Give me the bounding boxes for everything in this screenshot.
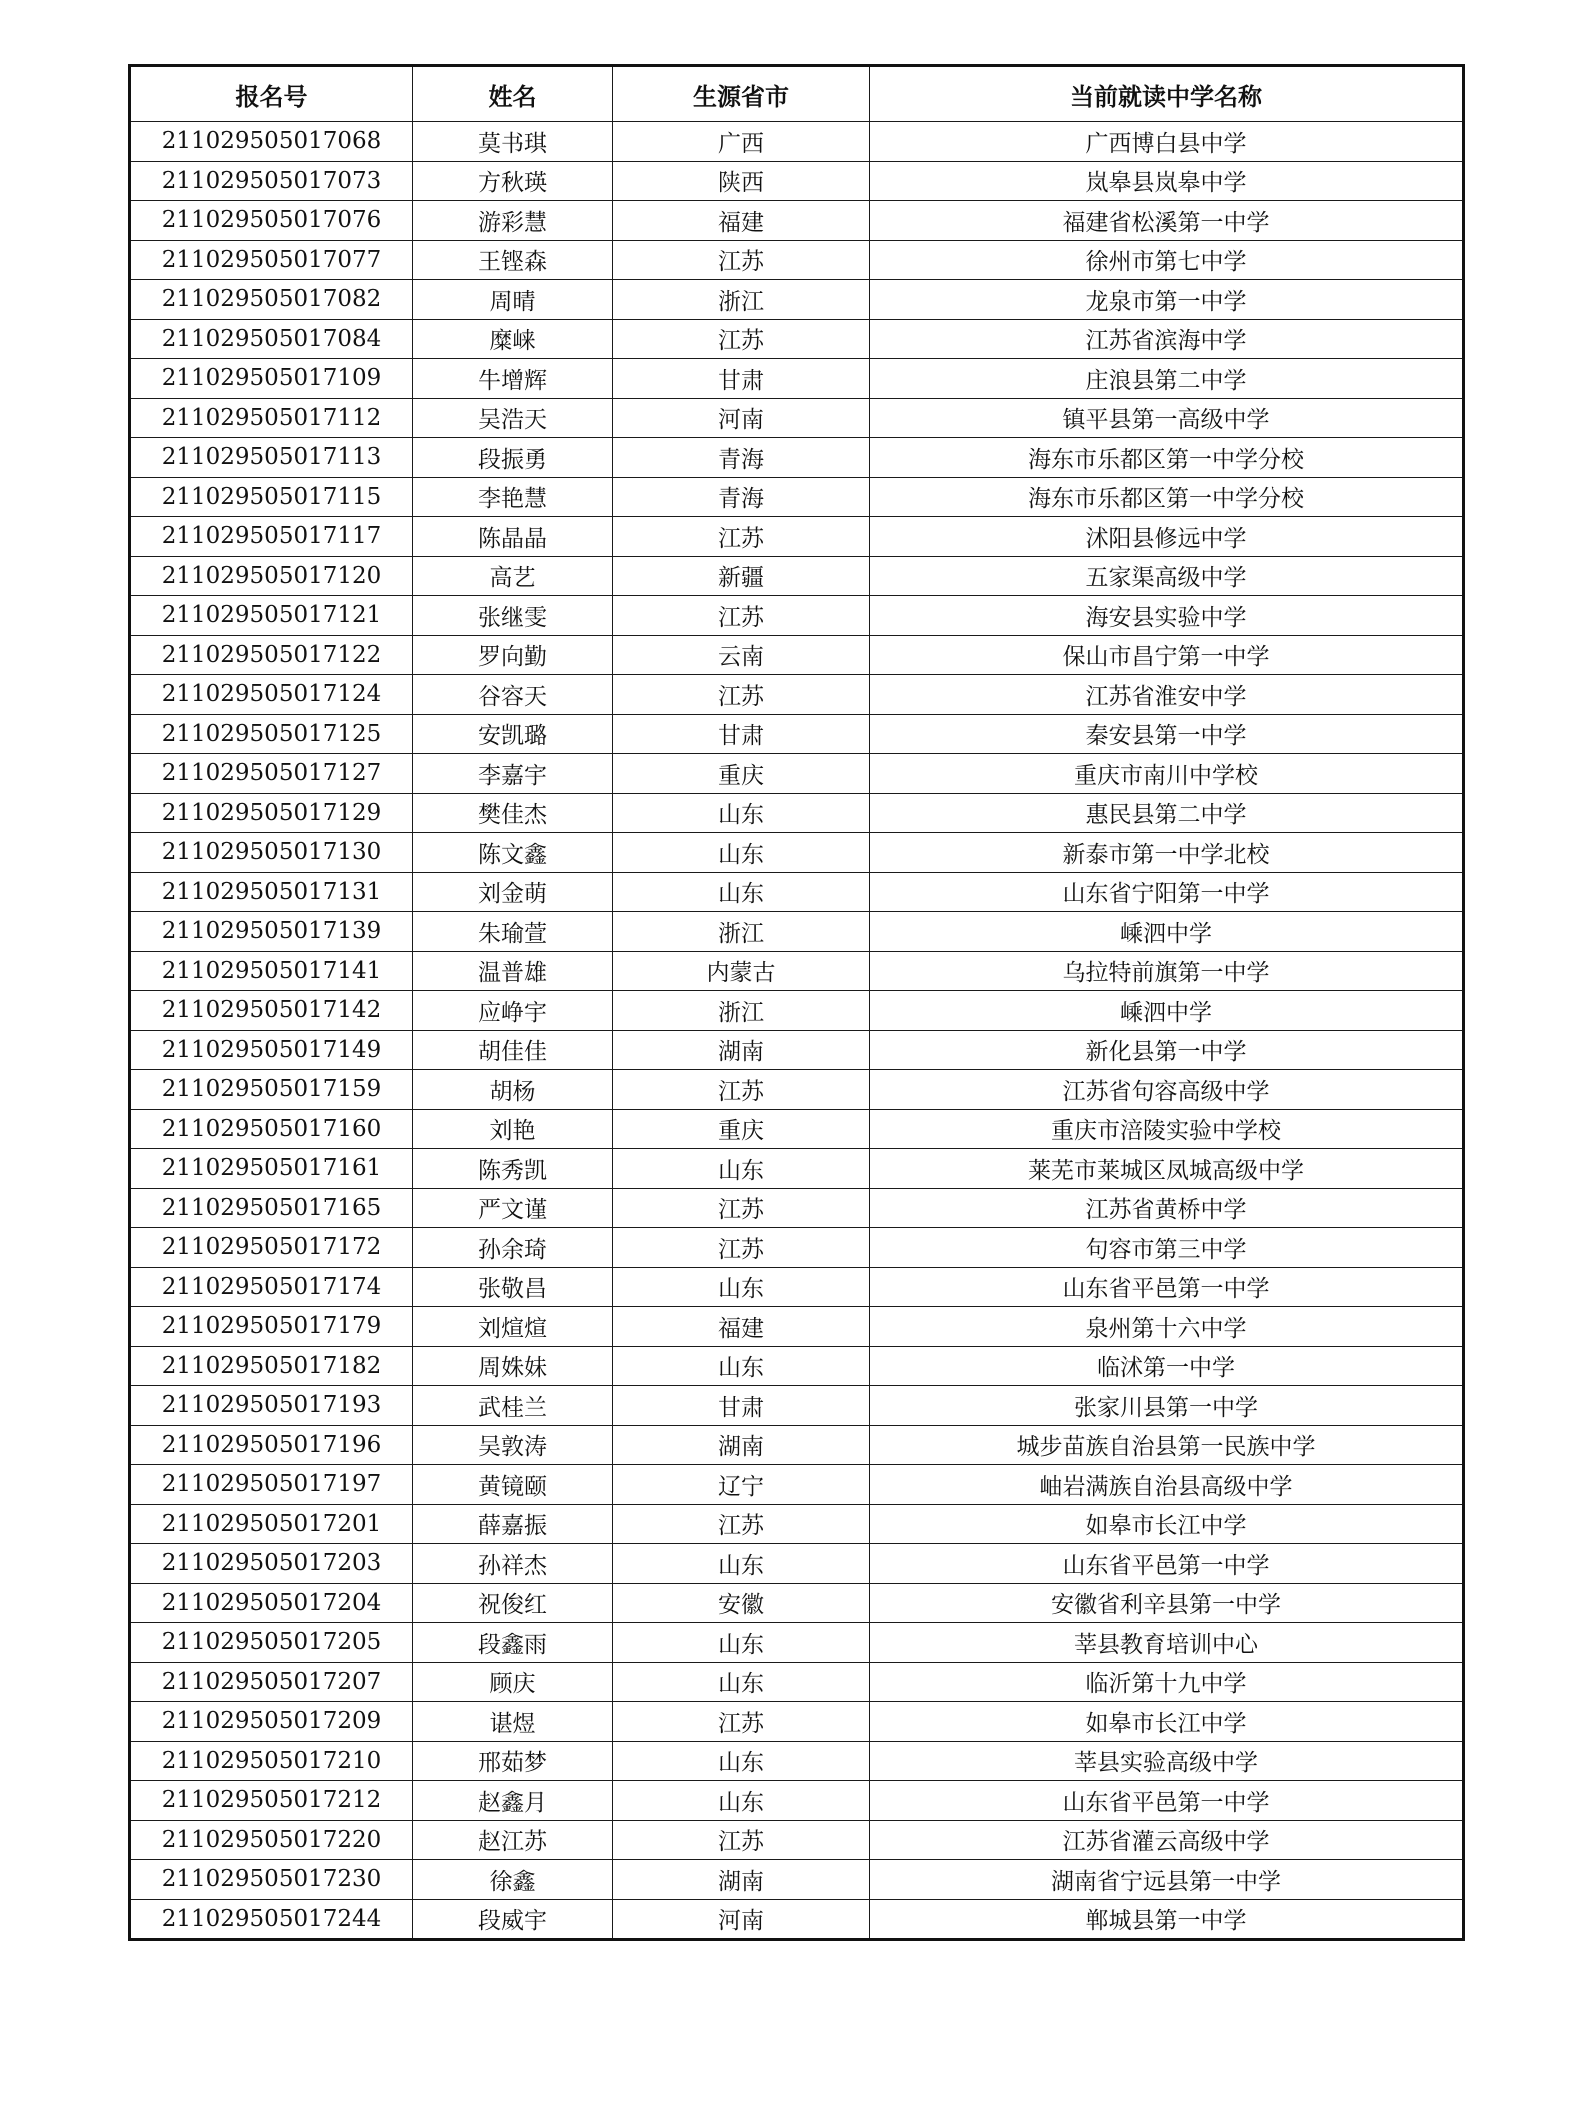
cell-name: 李嘉宇 [413, 754, 613, 794]
cell-school: 莘县实验高级中学 [870, 1741, 1464, 1781]
cell-registration-number: 211029505017129 [130, 793, 413, 833]
cell-registration-number: 211029505017130 [130, 833, 413, 873]
table-row [130, 161, 1464, 201]
cell-school: 句容市第三中学 [870, 1228, 1464, 1268]
cell-province: 福建 [613, 201, 870, 241]
table-row [130, 556, 1464, 596]
table-row [130, 398, 1464, 438]
cell-province: 湖南 [613, 1860, 870, 1900]
cell-province: 江苏 [613, 517, 870, 557]
cell-province: 山东 [613, 1346, 870, 1386]
cell-school: 海东市乐都区第一中学分校 [870, 477, 1464, 517]
cell-registration-number: 211029505017068 [130, 122, 413, 162]
cell-registration-number: 211029505017220 [130, 1820, 413, 1860]
cell-registration-number: 211029505017196 [130, 1425, 413, 1465]
cell-registration-number: 211029505017204 [130, 1583, 413, 1623]
cell-province: 甘肃 [613, 1386, 870, 1426]
table-row [130, 517, 1464, 557]
cell-name: 莫书琪 [413, 122, 613, 162]
cell-registration-number: 211029505017230 [130, 1860, 413, 1900]
table-row [130, 359, 1464, 399]
cell-province: 山东 [613, 1267, 870, 1307]
cell-province: 青海 [613, 477, 870, 517]
cell-registration-number: 211029505017174 [130, 1267, 413, 1307]
table-row [130, 122, 1464, 162]
cell-registration-number: 211029505017112 [130, 398, 413, 438]
table-row [130, 240, 1464, 280]
header-name: 姓名 [413, 66, 613, 122]
cell-school: 山东省平邑第一中学 [870, 1267, 1464, 1307]
cell-province: 江苏 [613, 319, 870, 359]
cell-school: 秦安县第一中学 [870, 714, 1464, 754]
table-row [130, 912, 1464, 952]
cell-province: 山东 [613, 1623, 870, 1663]
cell-province: 山东 [613, 1662, 870, 1702]
cell-school: 莘县教育培训中心 [870, 1623, 1464, 1663]
cell-school: 城步苗族自治县第一民族中学 [870, 1425, 1464, 1465]
cell-name: 段振勇 [413, 438, 613, 478]
table-row [130, 1109, 1464, 1149]
table-row [130, 793, 1464, 833]
table-row [130, 1623, 1464, 1663]
cell-name: 刘金萌 [413, 872, 613, 912]
cell-registration-number: 211029505017120 [130, 556, 413, 596]
cell-province: 浙江 [613, 912, 870, 952]
cell-province: 重庆 [613, 1109, 870, 1149]
cell-school: 徐州市第七中学 [870, 240, 1464, 280]
table-row [130, 1465, 1464, 1505]
cell-registration-number: 211029505017182 [130, 1346, 413, 1386]
cell-school: 新泰市第一中学北校 [870, 833, 1464, 873]
header-province: 生源省市 [613, 66, 870, 122]
cell-registration-number: 211029505017127 [130, 754, 413, 794]
table-row [130, 1346, 1464, 1386]
cell-province: 江苏 [613, 240, 870, 280]
cell-school: 如皋市长江中学 [870, 1702, 1464, 1742]
cell-name: 牛增辉 [413, 359, 613, 399]
cell-registration-number: 211029505017205 [130, 1623, 413, 1663]
cell-school: 莱芜市莱城区凤城高级中学 [870, 1149, 1464, 1189]
table-row [130, 991, 1464, 1031]
cell-school: 沭阳县修远中学 [870, 517, 1464, 557]
cell-school: 嵊泗中学 [870, 991, 1464, 1031]
cell-province: 青海 [613, 438, 870, 478]
cell-province: 山东 [613, 793, 870, 833]
cell-name: 张继雯 [413, 596, 613, 636]
cell-province: 河南 [613, 398, 870, 438]
cell-name: 胡佳佳 [413, 1030, 613, 1070]
cell-registration-number: 211029505017165 [130, 1188, 413, 1228]
cell-name: 罗向勤 [413, 635, 613, 675]
cell-province: 重庆 [613, 754, 870, 794]
cell-name: 徐鑫 [413, 1860, 613, 1900]
cell-school: 张家川县第一中学 [870, 1386, 1464, 1426]
cell-name: 陈文鑫 [413, 833, 613, 873]
cell-province: 江苏 [613, 1228, 870, 1268]
cell-name: 刘煊煊 [413, 1307, 613, 1347]
cell-registration-number: 211029505017207 [130, 1662, 413, 1702]
cell-province: 福建 [613, 1307, 870, 1347]
cell-province: 江苏 [613, 1820, 870, 1860]
cell-province: 陕西 [613, 161, 870, 201]
cell-registration-number: 211029505017172 [130, 1228, 413, 1268]
cell-school: 福建省松溪第一中学 [870, 201, 1464, 241]
table-row [130, 1820, 1464, 1860]
cell-school: 如皋市长江中学 [870, 1504, 1464, 1544]
cell-registration-number: 211029505017122 [130, 635, 413, 675]
cell-name: 游彩慧 [413, 201, 613, 241]
cell-name: 陈晶晶 [413, 517, 613, 557]
cell-school: 新化县第一中学 [870, 1030, 1464, 1070]
cell-province: 江苏 [613, 1188, 870, 1228]
cell-province: 河南 [613, 1899, 870, 1940]
cell-province: 山东 [613, 1781, 870, 1821]
cell-registration-number: 211029505017212 [130, 1781, 413, 1821]
cell-name: 薛嘉振 [413, 1504, 613, 1544]
table-row [130, 1070, 1464, 1110]
cell-name: 应峥宇 [413, 991, 613, 1031]
cell-school: 安徽省利辛县第一中学 [870, 1583, 1464, 1623]
cell-registration-number: 211029505017197 [130, 1465, 413, 1505]
cell-registration-number: 211029505017117 [130, 517, 413, 557]
cell-name: 孙祥杰 [413, 1544, 613, 1584]
cell-registration-number: 211029505017142 [130, 991, 413, 1031]
cell-name: 周姝妹 [413, 1346, 613, 1386]
cell-name: 段鑫雨 [413, 1623, 613, 1663]
cell-registration-number: 211029505017115 [130, 477, 413, 517]
cell-registration-number: 211029505017082 [130, 280, 413, 320]
cell-school: 保山市昌宁第一中学 [870, 635, 1464, 675]
table-row [130, 675, 1464, 715]
cell-school: 岚皋县岚皋中学 [870, 161, 1464, 201]
cell-school: 山东省平邑第一中学 [870, 1781, 1464, 1821]
table-row [130, 951, 1464, 991]
table-row [130, 1188, 1464, 1228]
cell-school: 惠民县第二中学 [870, 793, 1464, 833]
cell-province: 山东 [613, 872, 870, 912]
cell-registration-number: 211029505017193 [130, 1386, 413, 1426]
cell-name: 严文谨 [413, 1188, 613, 1228]
cell-registration-number: 211029505017077 [130, 240, 413, 280]
cell-name: 祝俊红 [413, 1583, 613, 1623]
cell-province: 甘肃 [613, 359, 870, 399]
header-school: 当前就读中学名称 [870, 66, 1464, 122]
cell-name: 安凯璐 [413, 714, 613, 754]
cell-province: 江苏 [613, 1702, 870, 1742]
table-row [130, 596, 1464, 636]
table-row [130, 1504, 1464, 1544]
table-header-row [130, 66, 1464, 122]
cell-name: 邢茹梦 [413, 1741, 613, 1781]
table-row [130, 635, 1464, 675]
cell-school: 泉州第十六中学 [870, 1307, 1464, 1347]
cell-school: 海安县实验中学 [870, 596, 1464, 636]
cell-school: 江苏省灌云高级中学 [870, 1820, 1464, 1860]
cell-name: 谌煜 [413, 1702, 613, 1742]
cell-school: 海东市乐都区第一中学分校 [870, 438, 1464, 478]
cell-province: 山东 [613, 833, 870, 873]
cell-name: 胡杨 [413, 1070, 613, 1110]
cell-registration-number: 211029505017109 [130, 359, 413, 399]
cell-registration-number: 211029505017124 [130, 675, 413, 715]
cell-registration-number: 211029505017210 [130, 1741, 413, 1781]
cell-school: 临沂第十九中学 [870, 1662, 1464, 1702]
cell-registration-number: 211029505017073 [130, 161, 413, 201]
cell-registration-number: 211029505017121 [130, 596, 413, 636]
table-row [130, 1741, 1464, 1781]
cell-name: 张敬昌 [413, 1267, 613, 1307]
cell-province: 湖南 [613, 1030, 870, 1070]
cell-name: 王铿森 [413, 240, 613, 280]
cell-name: 黄镜颐 [413, 1465, 613, 1505]
table-row [130, 280, 1464, 320]
cell-registration-number: 211029505017179 [130, 1307, 413, 1347]
cell-school: 庄浪县第二中学 [870, 359, 1464, 399]
cell-school: 五家渠高级中学 [870, 556, 1464, 596]
table-row [130, 438, 1464, 478]
cell-registration-number: 211029505017141 [130, 951, 413, 991]
cell-name: 樊佳杰 [413, 793, 613, 833]
table-row [130, 1860, 1464, 1900]
cell-name: 顾庆 [413, 1662, 613, 1702]
table-row [130, 1544, 1464, 1584]
cell-province: 江苏 [613, 596, 870, 636]
cell-school: 乌拉特前旗第一中学 [870, 951, 1464, 991]
cell-name: 朱瑜萱 [413, 912, 613, 952]
cell-school: 龙泉市第一中学 [870, 280, 1464, 320]
cell-registration-number: 211029505017139 [130, 912, 413, 952]
cell-name: 谷容天 [413, 675, 613, 715]
cell-name: 糜崃 [413, 319, 613, 359]
table-row [130, 1583, 1464, 1623]
cell-province: 浙江 [613, 280, 870, 320]
table-row [130, 477, 1464, 517]
cell-name: 武桂兰 [413, 1386, 613, 1426]
cell-name: 赵鑫月 [413, 1781, 613, 1821]
table-row [130, 714, 1464, 754]
table-row [130, 1030, 1464, 1070]
cell-registration-number: 211029505017113 [130, 438, 413, 478]
cell-registration-number: 211029505017084 [130, 319, 413, 359]
cell-province: 云南 [613, 635, 870, 675]
cell-province: 安徽 [613, 1583, 870, 1623]
cell-province: 江苏 [613, 1504, 870, 1544]
cell-registration-number: 211029505017131 [130, 872, 413, 912]
table-row [130, 872, 1464, 912]
cell-name: 赵江苏 [413, 1820, 613, 1860]
cell-province: 山东 [613, 1741, 870, 1781]
cell-province: 山东 [613, 1544, 870, 1584]
table-row [130, 1781, 1464, 1821]
cell-registration-number: 211029505017149 [130, 1030, 413, 1070]
cell-province: 辽宁 [613, 1465, 870, 1505]
cell-school: 山东省宁阳第一中学 [870, 872, 1464, 912]
cell-name: 吴敦涛 [413, 1425, 613, 1465]
cell-province: 湖南 [613, 1425, 870, 1465]
table-row [130, 754, 1464, 794]
cell-registration-number: 211029505017160 [130, 1109, 413, 1149]
admission-list-table [128, 64, 1465, 1941]
cell-school: 山东省平邑第一中学 [870, 1544, 1464, 1584]
cell-school: 广西博白县中学 [870, 122, 1464, 162]
cell-name: 孙余琦 [413, 1228, 613, 1268]
header-registration-number: 报名号 [130, 66, 413, 122]
cell-name: 陈秀凯 [413, 1149, 613, 1189]
table-row [130, 1267, 1464, 1307]
cell-registration-number: 211029505017159 [130, 1070, 413, 1110]
cell-school: 郸城县第一中学 [870, 1899, 1464, 1940]
cell-province: 浙江 [613, 991, 870, 1031]
cell-registration-number: 211029505017201 [130, 1504, 413, 1544]
cell-name: 温普雄 [413, 951, 613, 991]
table-row [130, 319, 1464, 359]
cell-province: 江苏 [613, 675, 870, 715]
cell-registration-number: 211029505017125 [130, 714, 413, 754]
cell-school: 岫岩满族自治县高级中学 [870, 1465, 1464, 1505]
cell-registration-number: 211029505017161 [130, 1149, 413, 1189]
cell-registration-number: 211029505017244 [130, 1899, 413, 1940]
cell-province: 山东 [613, 1149, 870, 1189]
cell-school: 重庆市南川中学校 [870, 754, 1464, 794]
cell-province: 广西 [613, 122, 870, 162]
cell-province: 江苏 [613, 1070, 870, 1110]
cell-school: 江苏省句容高级中学 [870, 1070, 1464, 1110]
cell-registration-number: 211029505017203 [130, 1544, 413, 1584]
table-row [130, 833, 1464, 873]
table-row [130, 1425, 1464, 1465]
cell-school: 湖南省宁远县第一中学 [870, 1860, 1464, 1900]
cell-province: 新疆 [613, 556, 870, 596]
cell-school: 嵊泗中学 [870, 912, 1464, 952]
cell-school: 江苏省黄桥中学 [870, 1188, 1464, 1228]
table-row [130, 1307, 1464, 1347]
cell-province: 内蒙古 [613, 951, 870, 991]
table-row [130, 1662, 1464, 1702]
cell-school: 江苏省滨海中学 [870, 319, 1464, 359]
table-row [130, 1149, 1464, 1189]
cell-province: 甘肃 [613, 714, 870, 754]
cell-school: 镇平县第一高级中学 [870, 398, 1464, 438]
cell-school: 江苏省淮安中学 [870, 675, 1464, 715]
cell-school: 临沭第一中学 [870, 1346, 1464, 1386]
cell-registration-number: 211029505017209 [130, 1702, 413, 1742]
cell-name: 高艺 [413, 556, 613, 596]
cell-school: 重庆市涪陵实验中学校 [870, 1109, 1464, 1149]
cell-name: 刘艳 [413, 1109, 613, 1149]
table-row [130, 1386, 1464, 1426]
cell-name: 周晴 [413, 280, 613, 320]
cell-name: 吴浩天 [413, 398, 613, 438]
table-row [130, 1899, 1464, 1940]
cell-name: 李艳慧 [413, 477, 613, 517]
cell-name: 段威宇 [413, 1899, 613, 1940]
cell-registration-number: 211029505017076 [130, 201, 413, 241]
table-row [130, 1228, 1464, 1268]
cell-name: 方秋瑛 [413, 161, 613, 201]
table-row [130, 201, 1464, 241]
table-row [130, 1702, 1464, 1742]
table-body [130, 122, 1464, 1940]
